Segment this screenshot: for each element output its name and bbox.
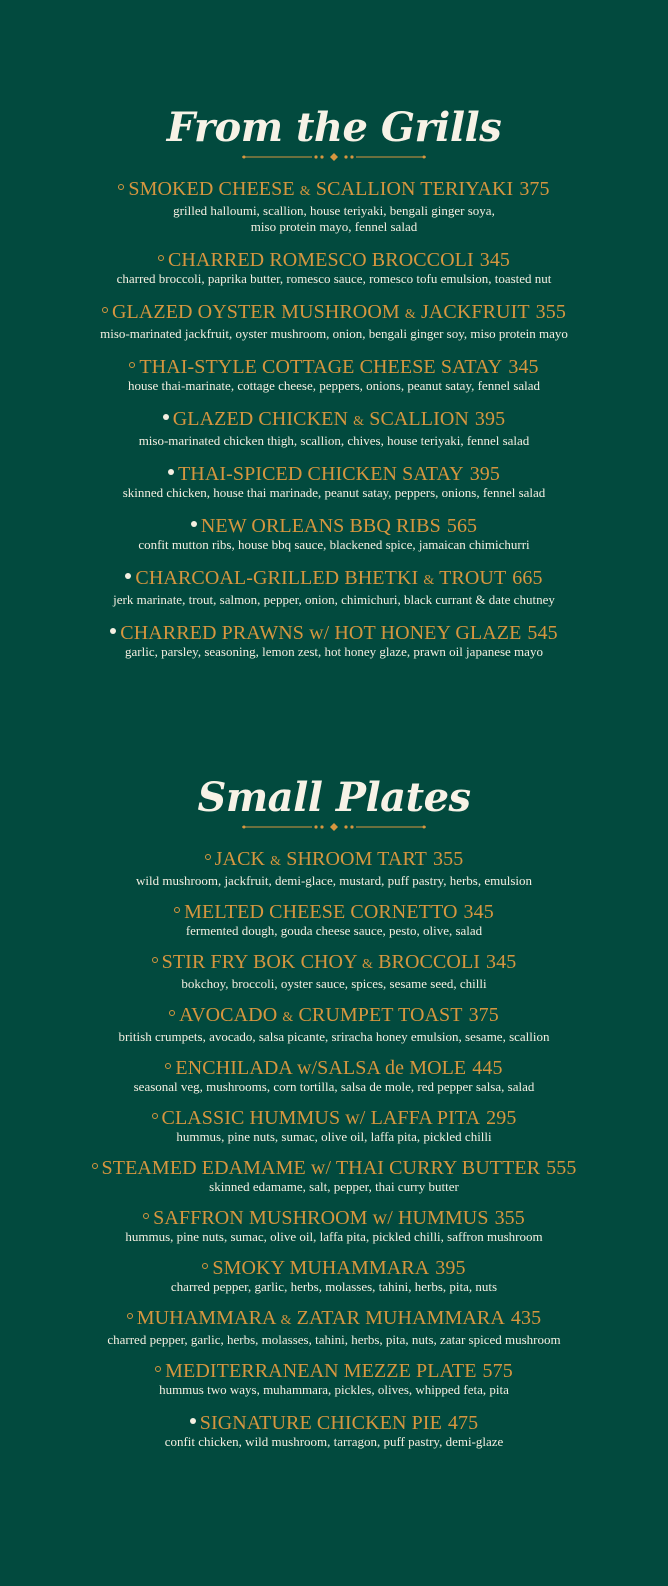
- item-name: CHARRED PRAWNS w/ HOT HONEY GLAZE: [120, 622, 522, 644]
- item-description: [0, 1229, 668, 1245]
- item-description: [0, 1382, 668, 1398]
- veg-dot-icon: [202, 1263, 208, 1269]
- item-name-row: [0, 567, 668, 592]
- menu-item: [0, 301, 668, 342]
- item-price: 345: [486, 951, 517, 973]
- veg-dot-icon: [92, 1163, 98, 1169]
- item-description-line: skinned chicken, house thai marinade, peanut satay, peppers, onions, fennel salad: [122, 485, 546, 500]
- item-name: MEDITERRANEAN MEZZE PLATE: [165, 1360, 477, 1382]
- item-name-row: [0, 901, 668, 923]
- item-price: 445: [472, 1057, 503, 1079]
- item-description-line: charred pepper, garlic, herbs, molasses, tahini, herbs, pita, nuts, zatar spiced mushroom: [107, 1332, 561, 1347]
- item-description-line: jerk marinate, trout, salmon, pepper, onion, chimichuri, black currant & date chutney: [113, 592, 555, 607]
- item-price: 295: [486, 1107, 517, 1129]
- item-name: STEAMED EDAMAME w/ THAI CURRY BUTTER: [101, 1157, 541, 1179]
- item-price: 395: [474, 408, 506, 430]
- item-price: 345: [508, 356, 539, 378]
- veg-dot-icon: [205, 854, 211, 860]
- item-description-line: wild mushroom, jackfruit, demi-glace, mustard, puff pastry, herbs, emulsion: [135, 873, 533, 888]
- item-description: [0, 1029, 668, 1045]
- veg-dot-icon: [152, 957, 158, 963]
- item-name: MUHAMMARA & ZATAR MUHAMMARA: [136, 1307, 505, 1329]
- item-name-row: [0, 249, 668, 271]
- item-name-row: [0, 515, 668, 537]
- menu-item: [0, 515, 668, 553]
- item-name-row: [0, 1107, 668, 1129]
- item-price: 345: [463, 901, 494, 923]
- item-description-line: seasonal veg, mushrooms, corn tortilla, salsa de mole, red pepper salsa, salad: [133, 1079, 535, 1094]
- item-price: 375: [519, 178, 550, 200]
- section-title: Small Plates: [197, 774, 471, 821]
- item-description-line: charred pepper, garlic, herbs, molasses, tahini, herbs, pita, nuts: [170, 1279, 498, 1294]
- item-name: JACK & SHROOM TART: [214, 848, 428, 870]
- item-name: MELTED CHEESE CORNETTO: [184, 901, 458, 923]
- item-name-row: [0, 1004, 668, 1029]
- item-description: [0, 433, 668, 449]
- menu-item: [0, 848, 668, 889]
- veg-dot-icon: [158, 255, 164, 261]
- item-description: [0, 923, 668, 939]
- item-name: GLAZED CHICKEN & SCALLION: [172, 408, 469, 430]
- item-name-row: [0, 463, 668, 485]
- item-name: STIR FRY BOK CHOY & BROCCOLI: [161, 951, 481, 973]
- item-price: 355: [535, 301, 566, 323]
- item-name: SAFFRON MUSHROOM w/ HUMMUS: [153, 1207, 489, 1229]
- non-veg-dot-icon: [168, 469, 174, 475]
- item-description: [0, 326, 668, 342]
- item-price: 375: [468, 1004, 499, 1026]
- item-price: 395: [435, 1257, 466, 1279]
- ornament-divider-icon: [242, 822, 426, 832]
- veg-dot-icon: [127, 1313, 133, 1319]
- menu-item: [0, 1107, 668, 1145]
- item-description: [0, 644, 668, 660]
- item-name: GLAZED OYSTER MUSHROOM & JACKFRUIT: [112, 301, 530, 323]
- item-name-row: [0, 1057, 668, 1079]
- veg-dot-icon: [143, 1213, 149, 1219]
- item-description: [0, 1129, 668, 1145]
- item-description-line: garlic, parsley, seasoning, lemon zest, hot honey glaze, prawn oil japanese mayo: [125, 644, 543, 659]
- menu-item: [0, 901, 668, 939]
- non-veg-dot-icon: [163, 414, 169, 420]
- item-name-row: [0, 1412, 668, 1434]
- item-price: 345: [479, 249, 511, 271]
- ornament-divider-icon: [242, 152, 426, 162]
- item-description: [0, 378, 668, 394]
- item-name-row: [0, 301, 668, 326]
- item-price: 555: [546, 1157, 577, 1179]
- item-list: [0, 178, 668, 660]
- item-name-row: [0, 356, 668, 378]
- item-price: 355: [494, 1207, 525, 1229]
- item-name: AVOCADO & CRUMPET TOAST: [179, 1004, 463, 1026]
- menu-item: [0, 1004, 668, 1045]
- item-price: 665: [512, 567, 543, 589]
- item-description: [0, 1434, 668, 1450]
- item-name: SIGNATURE CHICKEN PIE: [199, 1412, 442, 1434]
- menu-item: [0, 567, 668, 608]
- menu-item: [0, 951, 668, 992]
- menu-item: [0, 463, 668, 501]
- item-name-row: [0, 622, 668, 644]
- item-list: [0, 848, 668, 1450]
- item-description: [0, 537, 668, 553]
- item-description-line: grilled halloumi, scallion, house teriyaki, bengali ginger soya,: [173, 203, 495, 218]
- item-description: [0, 976, 668, 992]
- item-name-row: [0, 1257, 668, 1279]
- item-price: 475: [447, 1412, 479, 1434]
- menu-item: [0, 1360, 668, 1398]
- veg-dot-icon: [118, 184, 124, 190]
- item-description: [0, 1079, 668, 1095]
- item-name: NEW ORLEANS BBQ RIBS: [200, 515, 441, 537]
- item-price: 435: [510, 1307, 542, 1329]
- item-name: ENCHILADA w/SALSA de MOLE: [175, 1057, 467, 1079]
- veg-dot-icon: [155, 1366, 161, 1372]
- item-description: [0, 1332, 668, 1348]
- item-name: CHARCOAL-GRILLED BHETKI & TROUT: [135, 567, 507, 589]
- non-veg-dot-icon: [191, 521, 197, 527]
- item-name: THAI-SPICED CHICKEN SATAY: [177, 463, 464, 485]
- item-name-row: [0, 1360, 668, 1382]
- menu-item: [0, 1307, 668, 1348]
- veg-dot-icon: [169, 1010, 175, 1016]
- item-description-line: confit chicken, wild mushroom, tarragon, puff pastry, demi-glaze: [164, 1434, 504, 1449]
- veg-dot-icon: [152, 1113, 158, 1119]
- item-description-line: house thai-marinate, cottage cheese, peppers, onions, peanut satay, fennel salad: [127, 378, 541, 393]
- item-description: [0, 203, 668, 235]
- item-description-line: hummus two ways, muhammara, pickles, olives, whipped feta, pita: [159, 1382, 509, 1397]
- item-description-line: miso-marinated chicken thigh, scallion, chives, house teriyaki, fennel salad: [138, 433, 530, 448]
- menu-item: [0, 408, 668, 449]
- veg-dot-icon: [174, 907, 180, 913]
- item-description-line: fermented dough, gouda cheese sauce, pesto, olive, salad: [185, 923, 483, 938]
- item-price: 545: [527, 622, 558, 644]
- veg-dot-icon: [165, 1063, 171, 1069]
- item-price: 355: [433, 848, 464, 870]
- item-description: [0, 592, 668, 608]
- item-description-line: british crumpets, avocado, salsa picante, sriracha honey emulsion, sesame, scallion: [118, 1029, 550, 1044]
- item-name: SMOKY MUHAMMARA: [212, 1257, 430, 1279]
- item-name: SMOKED CHEESE & SCALLION TERIYAKI: [128, 178, 514, 200]
- item-description-line: hummus, pine nuts, sumac, olive oil, laffa pita, pickled chilli, saffron mushroom: [125, 1229, 543, 1244]
- item-description: [0, 485, 668, 501]
- item-description-line: miso-marinated jackfruit, oyster mushroom, onion, bengali ginger soy, miso protein mayo: [100, 326, 568, 341]
- section-from-the-grills: [0, 104, 668, 660]
- menu-item: [0, 356, 668, 394]
- non-veg-dot-icon: [125, 573, 131, 579]
- item-name-row: [0, 1157, 668, 1179]
- menu-item: [0, 1157, 668, 1195]
- section-title: From the Grills: [166, 104, 502, 151]
- item-description: [0, 271, 668, 287]
- item-name-row: [0, 951, 668, 976]
- menu-item: [0, 1257, 668, 1295]
- item-name: CLASSIC HUMMUS w/ LAFFA PITA: [161, 1107, 481, 1129]
- item-name-row: [0, 848, 668, 873]
- item-name-row: [0, 408, 668, 433]
- item-name: THAI-STYLE COTTAGE CHEESE SATAY: [139, 356, 503, 378]
- item-price: 395: [469, 463, 501, 485]
- section-small-plates: [0, 774, 668, 1450]
- item-description-line: skinned edamame, salt, pepper, thai curry butter: [209, 1179, 459, 1194]
- item-name-row: [0, 1207, 668, 1229]
- menu-item: [0, 1057, 668, 1095]
- menu-item: [0, 1207, 668, 1245]
- non-veg-dot-icon: [110, 628, 116, 634]
- item-description-line: confit mutton ribs, house bbq sauce, blackened spice, jamaican chimichurri: [138, 537, 530, 552]
- item-description: [0, 1279, 668, 1295]
- veg-dot-icon: [102, 307, 108, 313]
- item-description-line: hummus, pine nuts, sumac, olive oil, laffa pita, pickled chilli: [176, 1129, 492, 1144]
- menu-item: [0, 1412, 668, 1450]
- item-description-line: charred broccoli, paprika butter, romesco sauce, romesco tofu emulsion, toasted nut: [116, 271, 552, 286]
- item-description-line: bokchoy, broccoli, oyster sauce, spices, sesame seed, chilli: [181, 976, 487, 991]
- item-description: [0, 1179, 668, 1195]
- item-name-row: [0, 178, 668, 203]
- menu-item: [0, 249, 668, 287]
- menu-item: [0, 622, 668, 660]
- item-description-line: miso protein mayo, fennel salad: [250, 219, 418, 234]
- menu-item: [0, 178, 668, 235]
- item-description: [0, 873, 668, 889]
- item-name: CHARRED ROMESCO BROCCOLI: [167, 249, 474, 271]
- veg-dot-icon: [129, 362, 135, 368]
- item-price: 565: [446, 515, 478, 537]
- item-price: 575: [482, 1360, 513, 1382]
- non-veg-dot-icon: [190, 1418, 196, 1424]
- item-name-row: [0, 1307, 668, 1332]
